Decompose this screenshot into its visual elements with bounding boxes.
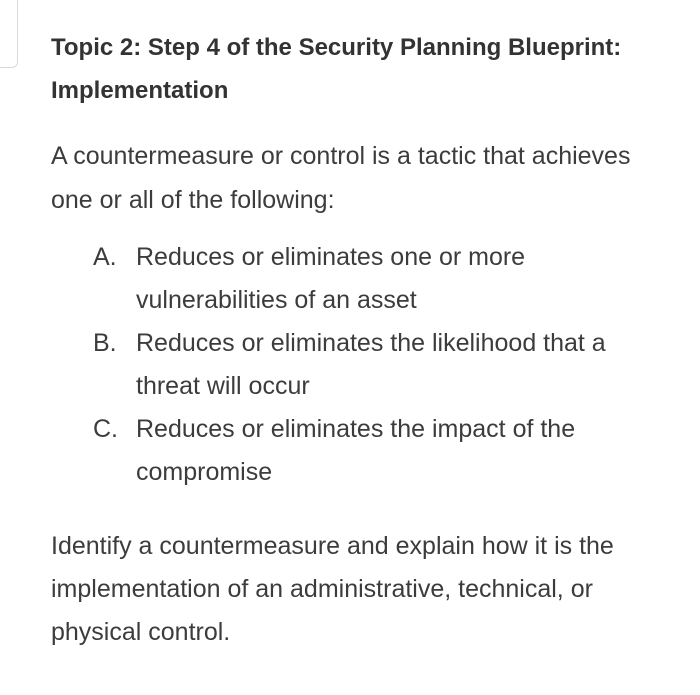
list-marker-c: C. [93, 415, 118, 443]
list-item-a [51, 236, 671, 322]
document-content [51, 26, 671, 654]
list-marker-b: B. [93, 329, 117, 357]
intro-paragraph: A countermeasure or control is a tactic that achieves one or all of the following: [51, 142, 631, 214]
page-title: Topic 2: Step 4 of the Security Planning Blueprint: Implementation [51, 34, 622, 104]
list-marker-a: A. [93, 243, 117, 271]
list-item-b [51, 322, 671, 408]
list-item-c [51, 408, 671, 494]
countermeasure-list [51, 236, 671, 494]
list-text-a: Reduces or eliminates one or more vulnerabilities of an asset [136, 243, 526, 314]
card-edge-fragment [0, 0, 18, 68]
assignment-prompt: Identify a countermeasure and explain how it is the implementation of an administrative, technical, or physical control. [51, 532, 614, 646]
list-text-b: Reduces or eliminates the likelihood that a threat will occur [136, 329, 606, 400]
list-text-c: Reduces or eliminates the impact of the compromise [136, 415, 576, 486]
